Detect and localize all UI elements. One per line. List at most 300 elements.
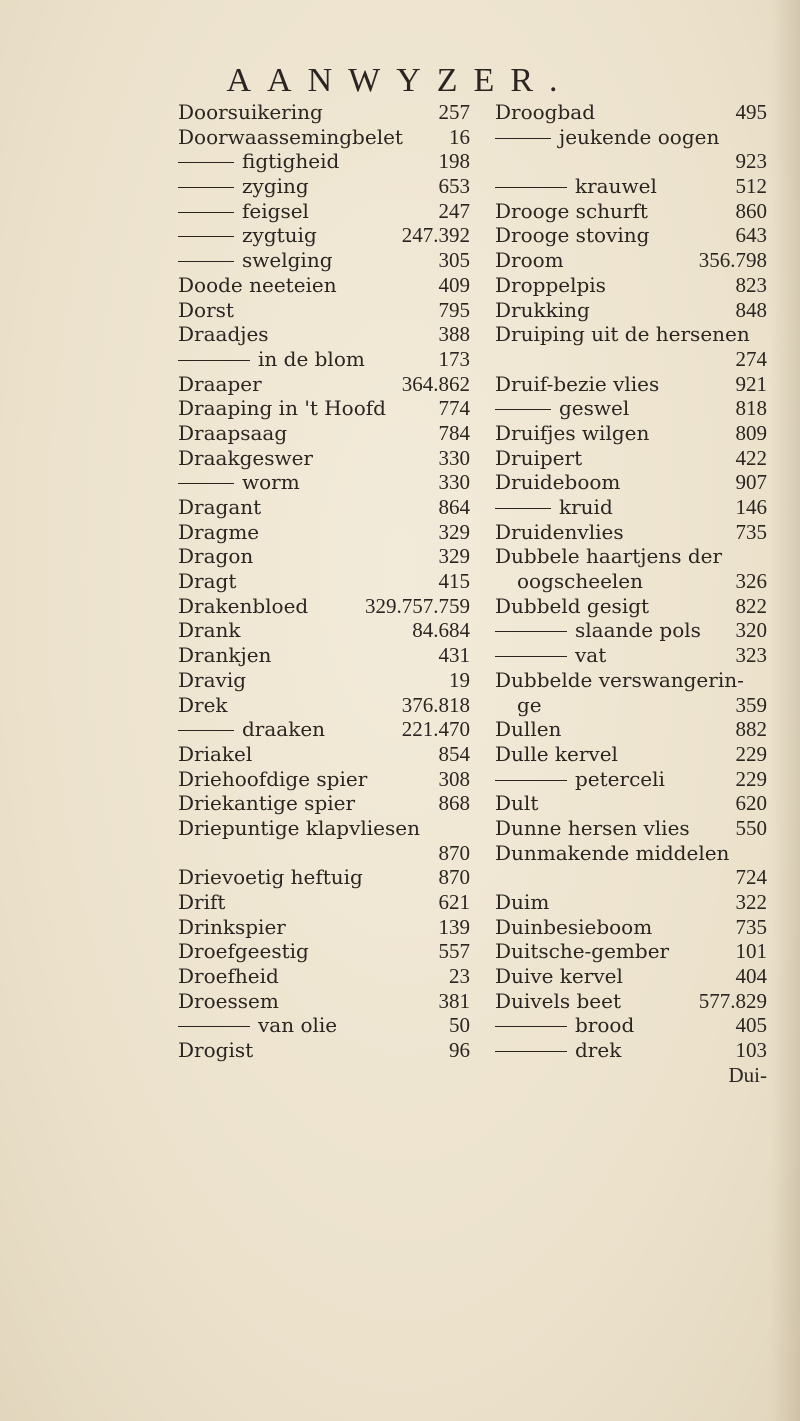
ditto-dash [495,409,551,410]
page-reference: 329.757.759 [365,593,470,618]
index-term [178,470,300,495]
page-reference: 329 [438,544,470,569]
page-reference: 724 [735,865,767,890]
index-term [178,174,309,199]
index-term-text: Driepuntige klapvliesen [178,815,420,840]
index-term [495,322,750,347]
index-term-text: Draaping in 't Hoofd [178,396,386,421]
index-entry [495,100,767,125]
ditto-dash [178,483,234,484]
index-term-text: Dult [495,791,539,816]
page-reference: 882 [735,717,767,742]
index-entry [495,915,767,940]
index-term-text: Dubbeld gesigt [495,593,650,618]
index-entry [178,939,470,964]
index-entry [178,1038,470,1063]
index-entry [495,1038,767,1063]
page-reference: 860 [735,198,767,223]
index-term-text: Druipert [495,445,583,470]
index-entry [495,520,767,545]
page-reference: 19 [449,667,470,692]
index-term [178,421,287,446]
index-term-text: Dulle kervel [495,741,618,766]
page-reference: 431 [438,643,470,668]
page-reference: 247.392 [401,223,470,248]
page-reference: 868 [438,791,470,816]
index-entry [495,865,767,890]
ditto-dash [495,1026,567,1027]
index-entry [178,396,470,421]
index-term [495,717,561,742]
index-term [178,594,308,619]
index-term [178,100,323,125]
index-term [178,520,259,545]
page-reference: 621 [438,890,470,914]
index-entry [178,569,470,594]
index-entry [178,174,470,199]
index-term [178,717,325,742]
index-term [178,1038,253,1063]
index-entry [495,717,767,742]
index-term-text: Drievoetig heftuig [178,865,363,890]
page-reference: 330 [438,470,470,495]
index-entry [178,100,470,125]
page-reference: 822 [735,593,767,618]
index-term [495,742,618,767]
index-entry [178,693,470,718]
index-entry [495,569,767,594]
index-entry [178,742,470,767]
ditto-dash [495,631,567,632]
index-entry [178,717,470,742]
page-reference: 495 [735,100,767,124]
index-entry [178,890,470,915]
index-term-text: Druif-bezie vlies [495,371,660,396]
index-term-text: Droessem [178,988,279,1013]
ditto-dash [495,1051,567,1052]
index-term [495,273,606,298]
index-term-text: Droefheid [178,964,279,989]
page-reference: 305 [438,248,470,273]
index-term-text: Draakgeswer [178,445,313,470]
index-entry [495,421,767,446]
page-reference: 103 [735,1038,767,1063]
index-column-left [178,100,470,1063]
index-entry [178,816,470,841]
index-column-right [495,100,767,1088]
index-term-text: Dunmakende middelen [495,840,730,865]
page-reference: 146 [735,495,767,519]
ditto-dash [178,162,234,163]
page-reference: 848 [735,297,767,322]
index-entry [495,372,767,397]
page-reference: 84.684 [412,618,470,643]
index-entry [495,248,767,273]
page-reference: 512 [735,174,767,199]
page-reference: 326 [735,569,767,594]
index-term [495,643,606,668]
ditto-dash [495,138,551,139]
page-reference: 653 [438,174,470,199]
index-term [495,421,649,446]
index-term-text: Drank [178,618,241,643]
index-term [178,939,309,964]
index-term [178,915,286,940]
index-entry [495,149,767,174]
index-term-text: Drinkspier [178,914,286,939]
index-term-text: Driehoofdige spier [178,766,368,791]
index-term [495,125,719,150]
index-term-text: Driakel [178,741,253,766]
index-term [495,890,549,915]
page-reference: 735 [735,914,767,939]
page-reference: 415 [438,569,470,594]
index-term-text: Drek [178,692,228,717]
index-term-text: van olie [258,1013,338,1038]
index-term [495,841,729,866]
index-entry [178,989,470,1014]
page-reference: 854 [438,741,470,766]
index-entry [495,890,767,915]
index-entry [495,618,767,643]
index-entry [178,470,470,495]
index-term [495,100,595,125]
index-term [178,816,420,841]
index-term-text: swelging [242,248,333,273]
index-term [178,964,279,989]
index-term [495,372,659,397]
index-entry [495,693,767,718]
page-reference: 907 [735,470,767,495]
index-term-text: Druifjes wilgen [495,420,650,445]
index-term [178,199,309,224]
index-entry [178,668,470,693]
index-term [178,544,253,569]
page-reference: 422 [735,445,767,470]
index-term [178,322,269,347]
index-entry [495,643,767,668]
page-reference: 229 [735,766,767,791]
index-entry [178,520,470,545]
index-term-text: Dragt [178,569,237,594]
page-reference: 323 [735,643,767,668]
index-entry [178,322,470,347]
index-term-text: Druidenvlies [495,519,624,544]
index-entry [495,767,767,792]
page-reference: 376.818 [401,692,470,717]
index-term-text: Drankjen [178,643,272,668]
page-header: AANWYZER. [226,62,574,99]
index-entry [495,199,767,224]
index-entry [178,125,470,150]
page-reference: 274 [735,346,767,371]
index-term-text: worm [242,470,300,495]
index-term [178,767,367,792]
index-entry [178,964,470,989]
ditto-dash [178,212,234,213]
page-reference: 643 [735,223,767,248]
index-term-text: Druiping uit de hersenen [495,322,750,347]
index-entry [495,396,767,421]
page-reference: 870 [438,840,470,865]
index-term-text: Duitsche-gember [495,939,670,964]
index-entry [178,248,470,273]
index-entry [495,273,767,298]
index-term-text: draaken [242,717,326,742]
index-term-text: Dubbele haartjens der [495,544,723,569]
page-reference: 257 [438,100,470,124]
index-entry [495,125,767,150]
index-entry [178,446,470,471]
index-term [495,668,744,693]
index-term-text: Drakenbloed [178,593,309,618]
index-term-text: ge [517,692,542,717]
index-entry [495,594,767,619]
index-entry [178,149,470,174]
index-entry [495,470,767,495]
index-entry [495,322,767,347]
index-entry [178,273,470,298]
index-term [178,643,271,668]
index-term [495,964,623,989]
index-term-text: Droefgeestig [178,939,309,964]
index-entry [495,791,767,816]
index-entry [495,841,767,866]
index-term [495,939,669,964]
index-entry [178,298,470,323]
index-term [178,125,403,150]
index-term-text: Duim [495,890,550,914]
index-term [495,767,665,792]
index-term-text: feigsel [242,198,309,223]
index-term-text: Dragon [178,544,254,569]
page-reference: 809 [735,420,767,445]
index-entry [495,347,767,372]
index-term [178,668,246,693]
ditto-dash [178,187,234,188]
index-entry [495,1063,767,1088]
index-term-text: Dullen [495,717,562,742]
page-reference: 735 [735,519,767,544]
index-entry [178,841,470,866]
page-reference: 818 [735,396,767,421]
index-term [517,569,643,594]
index-term [495,298,590,323]
index-term [495,544,722,569]
page-reference: 229 [735,741,767,766]
page-reference: 409 [438,272,470,297]
page-reference: 16 [449,124,470,149]
index-entry [495,174,767,199]
ditto-dash [178,1026,250,1027]
index-entry [178,372,470,397]
index-entry [178,618,470,643]
index-entry [178,791,470,816]
index-term-text: Duinbesieboom [495,914,653,939]
index-term [178,791,355,816]
index-term [517,693,542,718]
page-reference: Dui- [728,1062,767,1087]
page-reference: 173 [438,346,470,371]
index-term-text: Draapsaag [178,420,288,445]
index-term [178,693,228,718]
index-entry [178,594,470,619]
ditto-dash [178,730,234,731]
index-term [495,199,648,224]
index-term-text: Draaper [178,371,262,396]
index-term-text: Dragant [178,495,262,519]
index-term [178,223,317,248]
page-reference: 864 [438,495,470,519]
index-entry [495,816,767,841]
ditto-dash [495,656,567,657]
index-term [178,347,365,372]
index-term-text: krauwel [575,174,657,199]
index-term [495,223,649,248]
index-term-text: Duive kervel [495,964,623,989]
index-term [178,989,279,1014]
index-term-text: Driekantige spier [178,791,356,816]
ditto-dash [178,261,234,262]
page-reference: 308 [438,766,470,791]
index-entry [495,964,767,989]
index-term [178,742,252,767]
page-reference: 96 [449,1038,470,1063]
index-term-text: Droppelpis [495,272,606,297]
index-term-text: Drooge schurft [495,198,648,223]
index-term [495,791,538,816]
index-term-text: slaande pols [575,618,701,643]
index-entry [178,421,470,446]
page-reference: 247 [438,198,470,223]
index-entry [178,643,470,668]
index-term [178,372,262,397]
index-term [495,618,701,643]
index-term-text: kruid [559,495,613,519]
index-entry [178,1013,470,1038]
index-term-text: Doorwaassemingbelet [178,124,403,149]
page-reference: 405 [735,1013,767,1038]
index-term-text: Droom [495,248,564,273]
page-reference: 577.829 [698,988,767,1013]
index-entry [495,298,767,323]
index-entry [495,939,767,964]
page-reference: 620 [735,791,767,816]
index-entry [178,915,470,940]
index-term [178,890,225,915]
ditto-dash [495,508,551,509]
index-term-text: Draadjes [178,322,269,347]
page-reference: 330 [438,445,470,470]
index-term [178,569,236,594]
index-term [178,1013,337,1038]
index-term-text: jeukende oogen [559,124,720,149]
page-reference: 101 [735,939,767,964]
index-entry [178,223,470,248]
index-entry [495,742,767,767]
index-term [495,446,582,471]
index-term-text: Droogbad [495,100,596,124]
index-term [495,1013,634,1038]
index-term-text: geswel [559,396,630,421]
page-reference: 356.798 [698,248,767,273]
index-term [495,915,652,940]
index-term-text: Duivels beet [495,988,621,1013]
index-entry [495,989,767,1014]
index-term [178,248,333,273]
index-term [178,298,234,323]
index-term-text: drek [575,1038,622,1063]
page-reference: 388 [438,322,470,347]
index-term-text: vat [575,643,607,668]
index-term [178,495,261,520]
index-term [495,1038,621,1063]
ditto-dash [178,360,250,361]
page-reference: 557 [438,939,470,964]
index-entry [495,668,767,693]
index-term [178,396,386,421]
index-entry [495,446,767,471]
index-term [178,618,241,643]
ditto-dash [178,236,234,237]
index-term [495,495,613,520]
index-term [495,248,564,273]
page-reference: 870 [438,865,470,890]
index-term-text: Dragme [178,519,260,544]
index-entry [178,865,470,890]
index-entry [495,495,767,520]
page-reference: 221.470 [401,717,470,742]
page-reference: 550 [735,815,767,840]
index-term-text: Dunne hersen vlies [495,815,690,840]
index-term-text: in de blom [258,346,365,371]
index-term-text: Dubbelde verswangerin- [495,667,744,692]
index-entry [178,347,470,372]
index-term-text: Drooge stoving [495,223,650,248]
ditto-dash [495,780,567,781]
page-reference: 921 [735,371,767,396]
page-reference: 198 [438,149,470,174]
index-entry [495,1013,767,1038]
index-term [495,594,649,619]
index-term [495,174,657,199]
page-reference: 774 [438,396,470,421]
ditto-dash [495,187,567,188]
page-reference: 381 [438,988,470,1013]
index-term-text: Doorsuikering [178,100,323,124]
page-reference: 923 [735,149,767,174]
index-term-text: Drogist [178,1038,254,1063]
page-reference: 784 [438,420,470,445]
index-term [495,470,620,495]
index-entry [178,199,470,224]
index-term-text: oogscheelen [517,569,644,594]
page-reference: 23 [449,964,470,989]
page-reference: 404 [735,964,767,989]
page-reference: 359 [735,692,767,717]
index-term-text: Doode neeteien [178,272,337,297]
index-entry [178,767,470,792]
index-term-text: peterceli [575,766,665,791]
index-term [495,396,629,421]
index-term-text: Druideboom [495,470,621,495]
page-reference: 139 [438,914,470,939]
index-term-text: Drukking [495,297,590,322]
page-reference: 329 [438,519,470,544]
index-term-text: Dravig [178,667,247,692]
index-term-text: figtigheid [242,149,340,174]
index-entry [178,544,470,569]
